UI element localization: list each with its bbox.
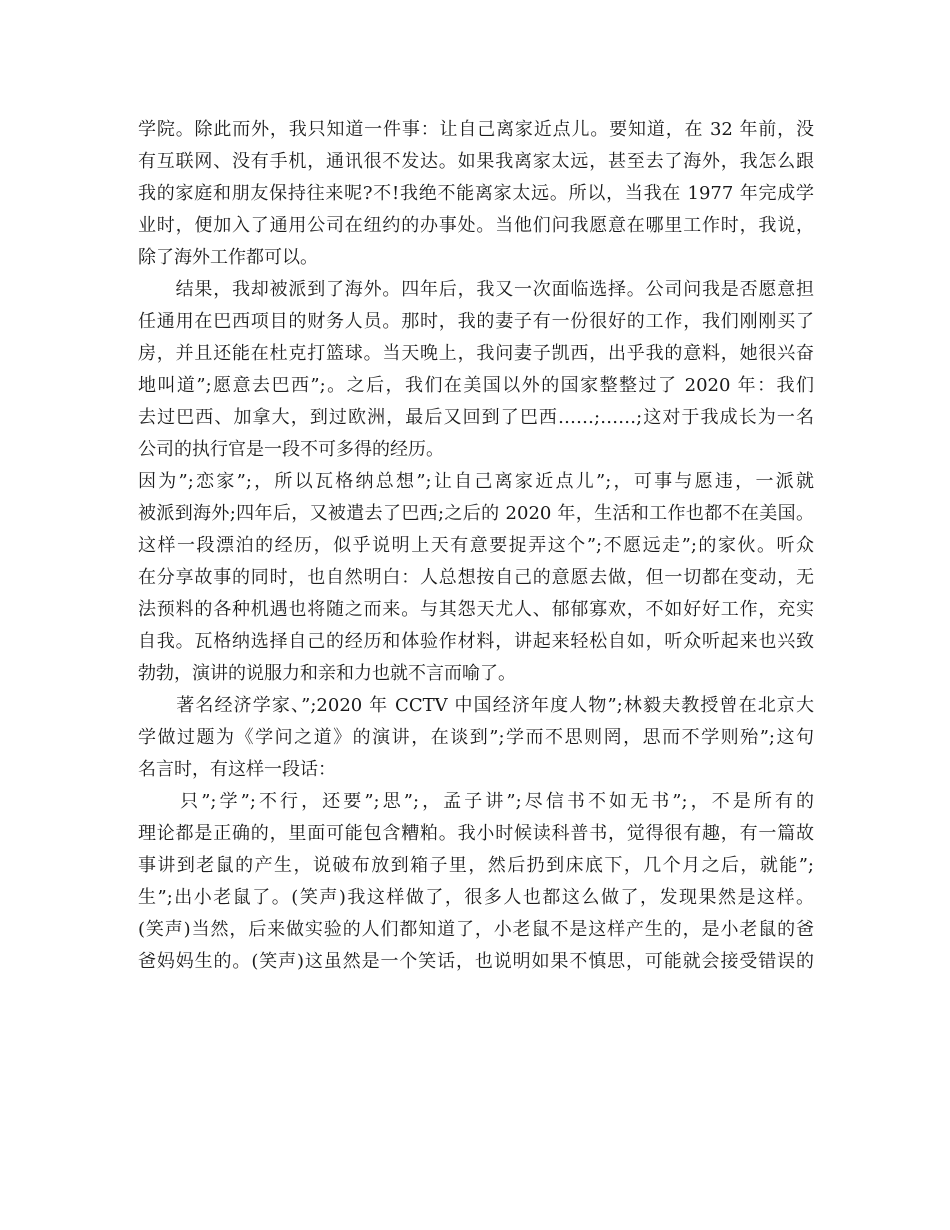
text-line: 在分享故事的同时，也自然明白：人总想按自己的意愿去做，但一切都在变动，无 bbox=[138, 567, 814, 588]
text-line: 学院。除此而外，我只知道一件事：让自己离家近点儿。要知道，在 32 年前，没 bbox=[138, 119, 814, 140]
text-line: 结果，我却被派到了海外。四年后，我又一次面临选择。公司问我是否愿意担 bbox=[138, 279, 814, 300]
text-line: 房，并且还能在杜克打篮球。当天晚上，我问妻子凯西，出乎我的意料，她很兴奋 bbox=[138, 343, 814, 364]
text-line: 我的家庭和朋友保持往来呢?不!我绝不能离家太远。所以，当我在 1977 年完成学 bbox=[138, 183, 814, 204]
text-line: 著名经济学家、”;2020 年 CCTV 中国经济年度人物”;林毅夫教授曾在北京大 bbox=[138, 695, 814, 716]
text-line: 被派到海外;四年后，又被遣去了巴西;之后的 2020 年，生活和工作也都不在美国。 bbox=[138, 503, 814, 524]
text-line: 任通用在巴西项目的财务人员。那时，我的妻子有一份很好的工作，我们刚刚买了 bbox=[138, 311, 814, 332]
text-line: (笑声)当然，后来做实验的人们都知道了，小老鼠不是这样产生的，是小老鼠的爸 bbox=[138, 919, 814, 940]
text-line: 法预料的各种机遇也将随之而来。与其怨天尤人、郁郁寡欢，不如好好工作，充实 bbox=[138, 599, 814, 620]
text-line: 除了海外工作都可以。 bbox=[138, 247, 318, 268]
text-line: 有互联网、没有手机，通讯很不发达。如果我离家太远，甚至去了海外，我怎么跟 bbox=[138, 151, 814, 172]
text-line: 名言时，有这样一段话： bbox=[138, 759, 336, 780]
text-line: 公司的执行官是一段不可多得的经历。 bbox=[138, 439, 444, 460]
text-line: 业时，便加入了通用公司在纽约的办事处。当他们问我愿意在哪里工作时，我说， bbox=[138, 215, 814, 236]
text-line: 生”;出小老鼠了。(笑声)我这样做了，很多人也都这么做了，发现果然是这样。 bbox=[138, 887, 814, 908]
text-line: 只”;学”;不行，还要”;思”;，孟子讲”;尽信书不如无书”;，不是所有的 bbox=[138, 791, 814, 812]
text-line: 学做过题为《学问之道》的演讲，在谈到”;学而不思则罔，思而不学则殆”;这句 bbox=[138, 727, 814, 748]
text-line: 去过巴西、加拿大，到过欧洲，最后又回到了巴西……;……;这对于我成长为一名 bbox=[138, 407, 814, 428]
body-text bbox=[138, 114, 814, 978]
text-line: 理论都是正确的，里面可能包含糟粕。我小时候读科普书，觉得很有趣，有一篇故 bbox=[138, 823, 814, 844]
text-line: 勃勃，演讲的说服力和亲和力也就不言而喻了。 bbox=[138, 663, 516, 684]
text-line: 自我。瓦格纳选择自己的经历和体验作材料，讲起来轻松自如，听众听起来也兴致 bbox=[138, 631, 814, 652]
text-line: 事讲到老鼠的产生，说破布放到箱子里，然后扔到床底下，几个月之后，就能”; bbox=[138, 855, 814, 876]
text-line: 因为”;恋家”;，所以瓦格纳总想”;让自己离家近点儿”;，可事与愿违，一派就 bbox=[138, 471, 814, 492]
text-line: 这样一段漂泊的经历，似乎说明上天有意要捉弄这个”;不愿远走”;的家伙。听众 bbox=[138, 535, 814, 556]
text-line: 地叫道”;愿意去巴西”;。之后，我们在美国以外的国家整整过了 2020 年：我们 bbox=[138, 375, 814, 396]
text-line: 爸妈妈生的。(笑声)这虽然是一个笑话，也说明如果不慎思，可能就会接受错误的 bbox=[138, 951, 814, 972]
